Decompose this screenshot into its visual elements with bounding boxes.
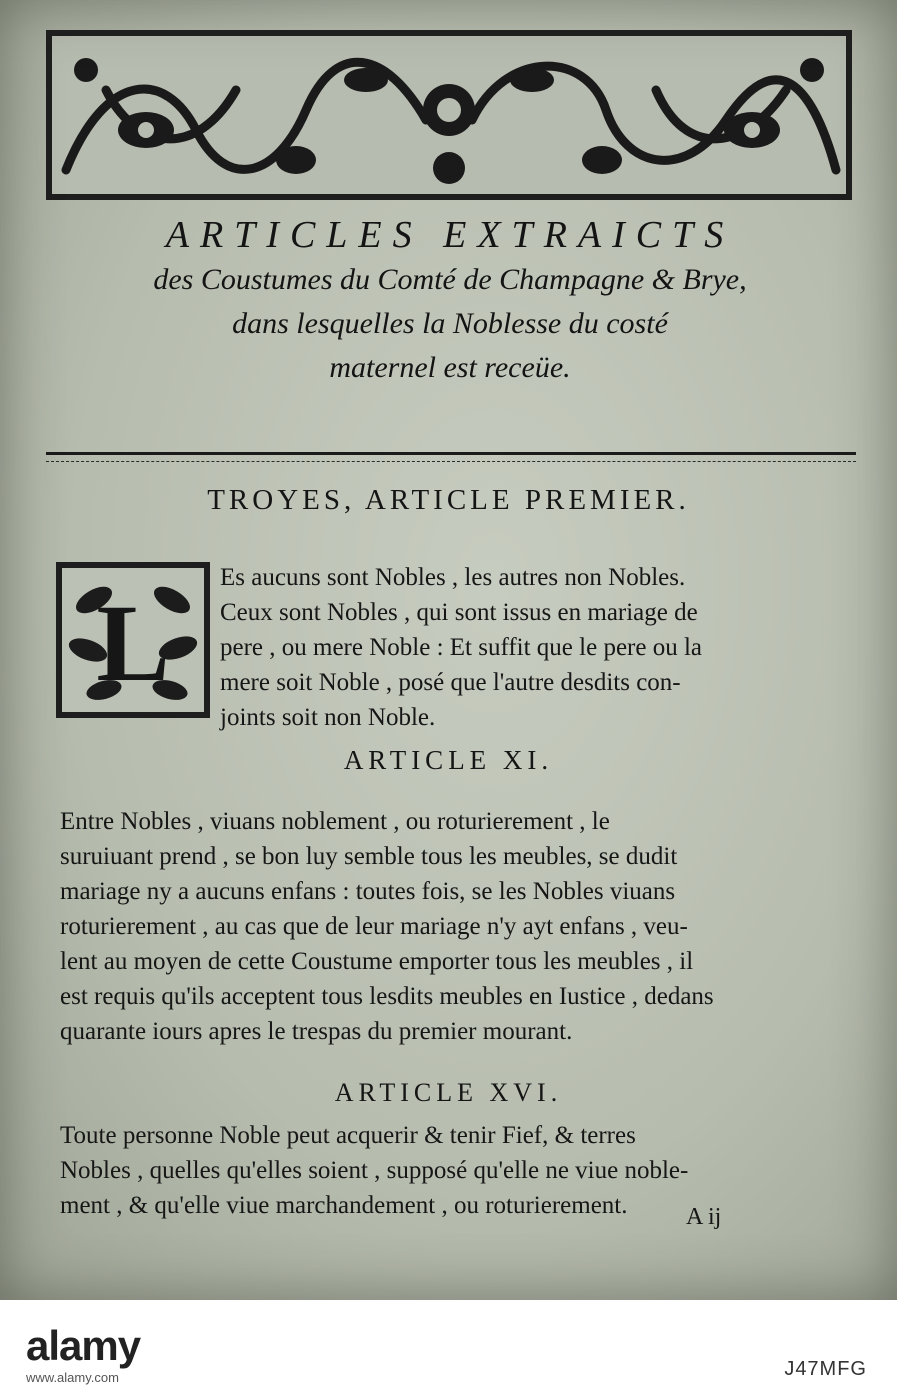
text-line: joints soit non Noble.: [220, 704, 436, 731]
text-line: Entre Nobles , viuans noblement , ou roturierement , le: [60, 808, 610, 835]
brand-url: www.alamy.com: [26, 1370, 119, 1385]
title-line-2: des Coustumes du Comté de Champagne & Brye,: [153, 263, 747, 296]
page-title: [30, 212, 870, 390]
divider-rule: [46, 452, 856, 462]
text-line: quarante iours apres le trespas du premier mourant.: [60, 1018, 573, 1045]
text-line: est requis qu'ils acceptent tous lesdits meubles en Iustice , dedans: [60, 983, 714, 1010]
section-heading-article-xvi: ARTICLE XVI.: [334, 1078, 563, 1107]
text-line: ment , & qu'elle viue marchandement , ou roturierement.: [60, 1192, 628, 1219]
brand-logo: alamy: [26, 1322, 141, 1369]
section-heading-article-xi: ARTICLE XI.: [343, 745, 554, 775]
watermark-bar: [0, 1300, 897, 1390]
dropcap-letter: L: [96, 582, 170, 704]
paragraph-article-xvi: [60, 1118, 860, 1223]
signature-mark: A ij: [686, 1204, 722, 1230]
text-line: Toute personne Noble peut acquerir & tenir Fief, & terres: [60, 1122, 636, 1149]
title-line-4: maternel est receüe.: [329, 351, 571, 384]
text-line: mariage ny a aucuns enfans : toutes fois, se les Nobles viuans: [60, 878, 676, 905]
stock-id: J47MFG: [784, 1358, 867, 1380]
paragraph-article-xi: [60, 804, 860, 1049]
ornamental-headpiece: [46, 30, 852, 200]
text-line: Ceux sont Nobles , qui sont issus en mariage de: [220, 599, 698, 626]
text-line: pere , ou mere Noble : Et suffit que le pere ou la: [220, 634, 703, 661]
text-line: suruiuant prend , se bon luy semble tous les meubles, se dudit: [60, 843, 678, 870]
title-line-1: ARTICLES EXTRAICTS: [165, 214, 735, 256]
text-line: roturierement , au cas que de leur mariage n'y ayt enfans , veu-: [60, 913, 688, 940]
text-line: Es aucuns sont Nobles , les autres non Nobles.: [220, 564, 686, 591]
text-line: mere soit Noble , posé que l'autre desdits con-: [220, 669, 681, 696]
paragraph-troyes: [220, 560, 860, 735]
decorated-initial-icon: [54, 560, 212, 720]
text-line: Nobles , quelles qu'elles soient , supposé qu'elle ne viue noble-: [60, 1157, 689, 1184]
title-line-3: dans lesquelles la Noblesse du costé: [232, 307, 668, 340]
text-line: lent au moyen de cette Coustume emporter tous les meubles , il: [60, 948, 694, 975]
section-heading-troyes: TROYES, ARTICLE PREMIER.: [207, 484, 690, 516]
